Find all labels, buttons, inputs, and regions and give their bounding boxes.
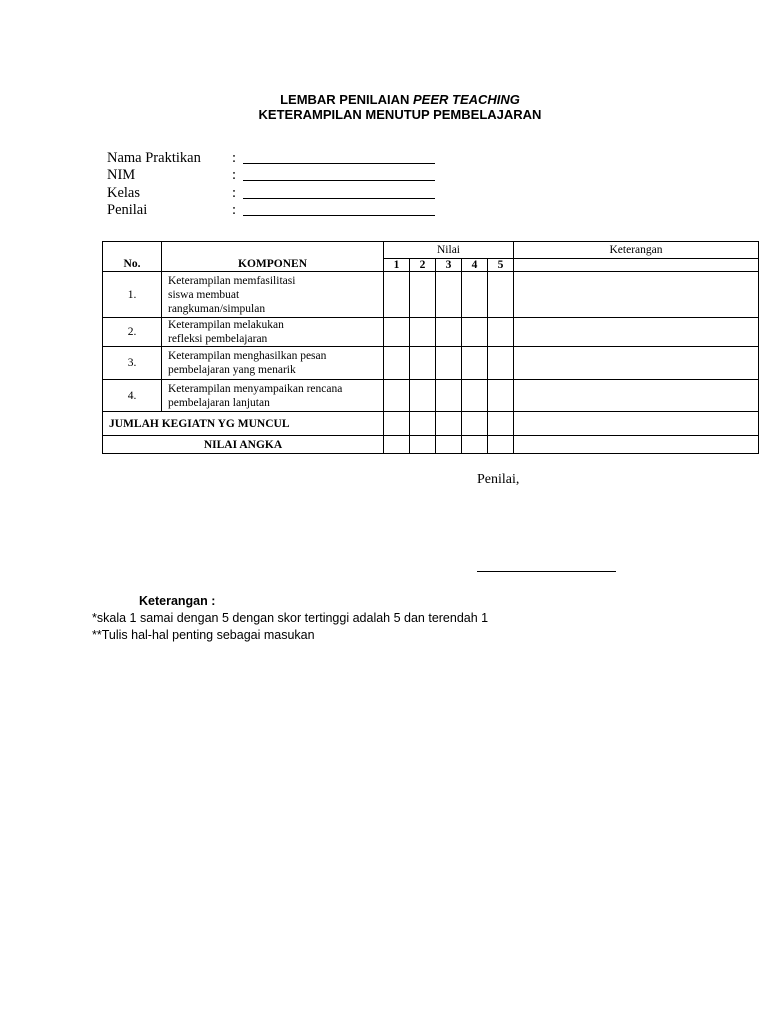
score-cell[interactable] — [384, 318, 410, 347]
keterangan-cell[interactable] — [514, 412, 759, 436]
row-component — [162, 380, 384, 412]
note-line: *skala 1 samai dengan 5 dengan skor tertinggi adalah 5 dan terendah 1 — [92, 611, 489, 625]
title-prefix: LEMBAR PENILAIAN — [280, 92, 410, 107]
score-cell[interactable] — [436, 412, 462, 436]
keterangan-cell[interactable] — [514, 380, 759, 412]
signature-label: Penilai, — [477, 472, 520, 487]
score-cell[interactable] — [436, 380, 462, 412]
score-cell[interactable] — [436, 318, 462, 347]
component-line: Keterampilan menghasilkan pesan — [168, 350, 327, 362]
score-cell[interactable] — [384, 436, 410, 454]
score-cell[interactable] — [436, 436, 462, 454]
score-cell[interactable] — [436, 347, 462, 380]
score-cell[interactable] — [384, 412, 410, 436]
score-header-5: 5 — [488, 259, 514, 272]
total-row — [103, 412, 759, 436]
component-line: refleksi pembelajaran — [168, 333, 268, 345]
field-colon: : — [232, 167, 237, 184]
field-label: Penilai — [107, 201, 148, 218]
keterangan-cell[interactable] — [514, 347, 759, 380]
row-component — [162, 347, 384, 380]
score-cell[interactable] — [488, 380, 514, 412]
header-komponen: KOMPONEN — [162, 242, 384, 272]
header-no: No. — [103, 242, 162, 272]
score-cell[interactable] — [462, 347, 488, 380]
score-row — [103, 436, 759, 454]
score-cell[interactable] — [410, 412, 436, 436]
field-colon: : — [232, 150, 237, 166]
component-line: pembelajaran yang menarik — [168, 364, 296, 376]
score-cell[interactable] — [384, 380, 410, 412]
row-number: 1. — [103, 272, 162, 318]
score-header-2: 2 — [410, 259, 436, 272]
keterangan-subheader — [514, 259, 759, 272]
score-cell[interactable] — [384, 272, 410, 318]
field-blank-line[interactable] — [243, 180, 435, 181]
field-colon: : — [232, 201, 237, 218]
component-line: Keterampilan menyampaikan rencana — [168, 382, 343, 395]
score-cell[interactable] — [488, 272, 514, 318]
assessment-table — [102, 241, 759, 454]
table-row — [103, 380, 759, 412]
score-cell[interactable] — [410, 272, 436, 318]
note-line: **Tulis hal-hal penting sebagai masukan — [92, 628, 315, 642]
total-label: JUMLAH KEGIATN YG MUNCUL — [103, 412, 384, 436]
field-label: NIM — [107, 167, 136, 184]
row-component — [162, 272, 384, 318]
score-cell[interactable] — [462, 436, 488, 454]
score-cell[interactable] — [462, 380, 488, 412]
keterangan-cell[interactable] — [514, 318, 759, 347]
title-italic: PEER TEACHING — [413, 92, 520, 107]
notes-heading: Keterangan : — [139, 594, 216, 608]
component-line: pembelajaran lanjutan — [168, 396, 270, 409]
score-cell[interactable] — [488, 318, 514, 347]
row-number: 4. — [103, 380, 162, 412]
component-line: Keterampilan memfasilitasi — [168, 274, 296, 287]
field-blank-line[interactable] — [243, 198, 435, 199]
score-cell[interactable] — [462, 412, 488, 436]
table-row — [103, 347, 759, 380]
notes-section — [92, 593, 488, 644]
score-cell[interactable] — [488, 412, 514, 436]
score-cell[interactable] — [488, 347, 514, 380]
header-nilai: Nilai — [384, 242, 514, 259]
score-cell[interactable] — [436, 272, 462, 318]
field-blank-line[interactable] — [243, 215, 435, 216]
keterangan-cell[interactable] — [514, 272, 759, 318]
field-label: Kelas — [107, 184, 141, 201]
score-cell[interactable] — [462, 272, 488, 318]
document-subtitle: KETERAMPILAN MENUTUP PEMBELAJARAN — [258, 107, 542, 122]
field-blank-line[interactable] — [243, 163, 435, 164]
score-cell[interactable] — [410, 318, 436, 347]
score-header-4: 4 — [462, 259, 488, 272]
keterangan-cell[interactable] — [514, 436, 759, 454]
table-row — [103, 318, 759, 347]
score-header-1: 1 — [384, 259, 410, 272]
score-cell[interactable] — [410, 436, 436, 454]
score-header-3: 3 — [436, 259, 462, 272]
score-cell[interactable] — [384, 347, 410, 380]
field-label: Nama Praktikan — [107, 150, 201, 166]
table-row — [103, 272, 759, 318]
signature-line[interactable] — [477, 571, 616, 572]
score-cell[interactable] — [488, 436, 514, 454]
score-cell[interactable] — [462, 318, 488, 347]
score-cell[interactable] — [410, 347, 436, 380]
field-colon: : — [232, 184, 237, 201]
score-cell[interactable] — [410, 380, 436, 412]
row-component — [162, 318, 384, 347]
component-line: Keterampilan melakukan — [168, 319, 284, 331]
document-title — [0, 92, 768, 107]
row-number: 2. — [103, 318, 162, 347]
component-line: rangkuman/simpulan — [168, 302, 266, 315]
row-number: 3. — [103, 347, 162, 380]
header-keterangan: Keterangan — [514, 242, 759, 259]
score-label: NILAI ANGKA — [103, 436, 384, 454]
component-line: siswa membuat — [168, 288, 240, 301]
